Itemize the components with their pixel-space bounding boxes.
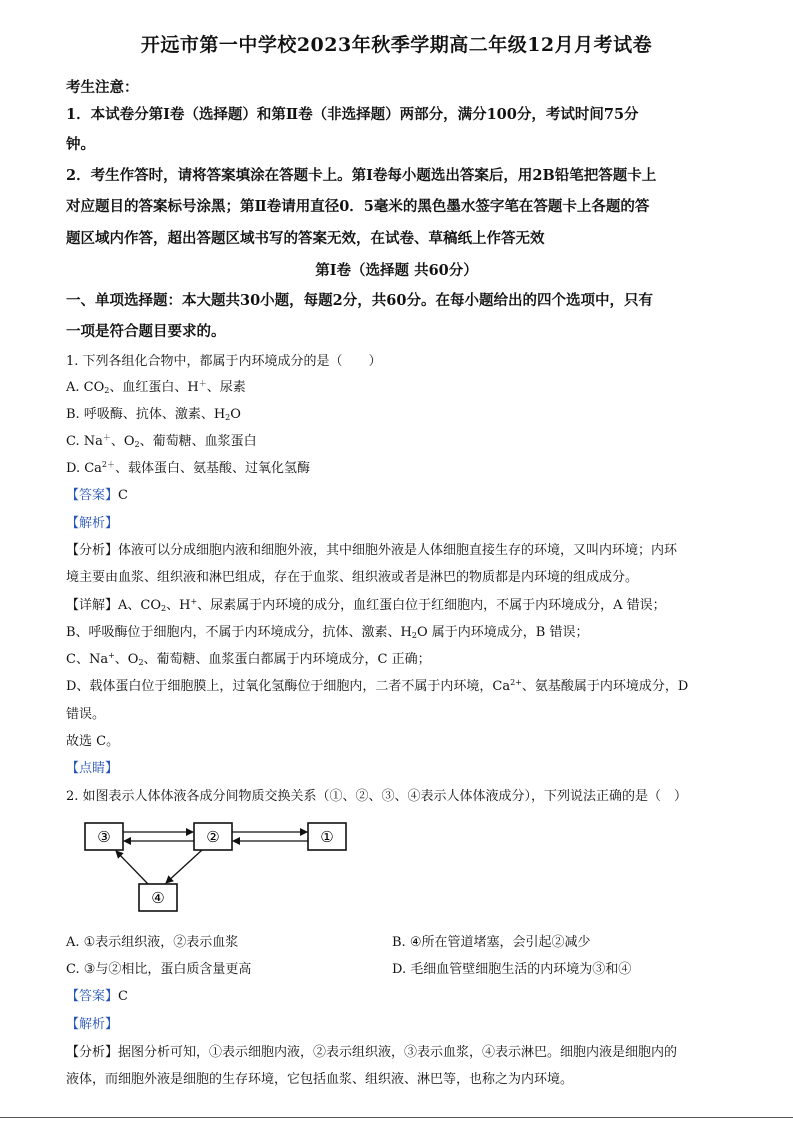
q1-stem: 1. 下列各组化合物中，都属于内环境成分的是（ ） xyxy=(66,354,382,369)
q1-fenxi-a: 【分析】体液可以分成细胞内液和细胞外液，其中细胞外液是人体细胞直接生存的环境，又叫内环境；内环 xyxy=(66,543,678,558)
q1-option-c: C. Na＋、$O_2$、葡萄糖、血浆蛋白 xyxy=(66,433,257,449)
q2-answer xyxy=(66,985,128,1004)
q1-conclusion: 故选 C。 xyxy=(66,734,120,749)
q2-fenxi-b: 液体，而细胞外液是细胞的生存环境，它包括血浆、组织液、淋巴等，也称之为内环境。 xyxy=(66,1072,574,1087)
node-3-label: ③ xyxy=(97,828,111,846)
arrow-2-to-4 xyxy=(166,850,202,883)
q1-analysis-tag: 【解析】 xyxy=(66,516,119,531)
q2-option-b: B. ④所在管道堵塞，会引起②减少 xyxy=(392,935,591,950)
notice-line-1b: 钟。 xyxy=(66,136,95,153)
answer-value: C xyxy=(118,989,128,1004)
notice-heading: 考生注意： xyxy=(66,79,139,96)
q1-option-a: A. $CO_2$、血红蛋白、H＋、尿素 xyxy=(66,379,246,395)
q1-detail-1: 【详解】A、$CO_2$、H+、尿素属于内环境的成分，血红蛋白位于红细胞内，不属于内环境成分，A 错误； xyxy=(66,597,666,613)
q2-exchange-diagram xyxy=(80,820,352,916)
q1-detail-4b: 错误。 xyxy=(66,707,106,722)
answer-tag: 【答案】 xyxy=(66,488,119,503)
notice-line-2c: 题区域内作答，超出答题区域书写的答案无效，在试卷、草稿纸上作答无效 xyxy=(66,230,545,247)
q1-option-b: B. 呼吸酶、抗体、激素、$H_2O$ xyxy=(66,407,241,422)
q2-stem: 2. 如图表示人体体液各成分间物质交换关系（①、②、③、④表示人体体液成分），下列说法正确的是（ ） xyxy=(66,789,688,804)
q2-option-d: D. 毛细血管壁细胞生活的内环境为③和④ xyxy=(392,962,632,977)
page-bottom-rule xyxy=(0,1117,793,1118)
node-4-label: ④ xyxy=(151,889,165,907)
arrow-4-to-3 xyxy=(116,851,148,884)
section-instruction-b: 一项是符合题目要求的。 xyxy=(66,323,226,340)
q1-dianjing-tag: 【点睛】 xyxy=(66,761,119,776)
section-title: 第Ⅰ卷（选择题 共60分） xyxy=(315,262,478,279)
notice-line-1a: 1．本试卷分第Ⅰ卷（选择题）和第Ⅱ卷（非选择题）两部分，满分100分，考试时间75分 xyxy=(66,106,639,123)
q2-option-c: C. ③与②相比，蛋白质含量更高 xyxy=(66,962,252,977)
notice-line-2a: 2．考生作答时，请将答案填涂在答题卡上。第Ⅰ卷每小题选出答案后，用2B铅笔把答题卡上 xyxy=(66,167,657,184)
q2-fenxi-a: 【分析】据图分析可知，①表示细胞内液，②表示组织液，③表示血浆，④表示淋巴。细胞内液是细胞内的 xyxy=(66,1045,678,1060)
q1-detail-3: C、Na+、$O_2$、葡萄糖、血浆蛋白都属于内环境成分，C 正确； xyxy=(66,651,431,667)
q1-fenxi-b: 境主要由血浆、组织液和淋巴组成，存在于血浆、组织液或者是淋巴的物质都是内环境的组成成分。 xyxy=(66,570,639,585)
node-1-label: ① xyxy=(320,828,334,846)
q2-option-a: A. ①表示组织液，②表示血浆 xyxy=(66,935,239,950)
q1-detail-4: D、载体蛋白位于细胞膜上，过氧化氢酶位于细胞内，二者不属于内环境，$Ca^{2+}$、氨基酸属于内环境成分，D xyxy=(66,678,689,694)
q1-detail-2: B、呼吸酶位于细胞内，不属于内环境成分，抗体、激素、$H_2O$ 属于内环境成分，B 错误； xyxy=(66,625,589,640)
exam-title: 开远市第一中学校2023年秋季学期高二年级12月月考试卷 xyxy=(140,34,653,56)
answer-value: C xyxy=(118,488,128,503)
section-instruction-a: 一、单项选择题：本大题共30小题，每题2分，共60分。在每小题给出的四个选项中，只有 xyxy=(66,292,653,309)
notice-line-2b: 对应题目的答案标号涂黑；第Ⅱ卷请用直径0．5毫米的黑色墨水签字笔在答题卡上各题的答 xyxy=(66,198,650,215)
q1-option-d: D. $Ca^{2+}$、载体蛋白、氨基酸、过氧化氢酶 xyxy=(66,460,311,476)
answer-tag: 【答案】 xyxy=(66,989,119,1004)
q1-answer xyxy=(66,484,128,503)
q2-analysis-tag: 【解析】 xyxy=(66,1017,119,1032)
node-2-label: ② xyxy=(206,828,220,846)
